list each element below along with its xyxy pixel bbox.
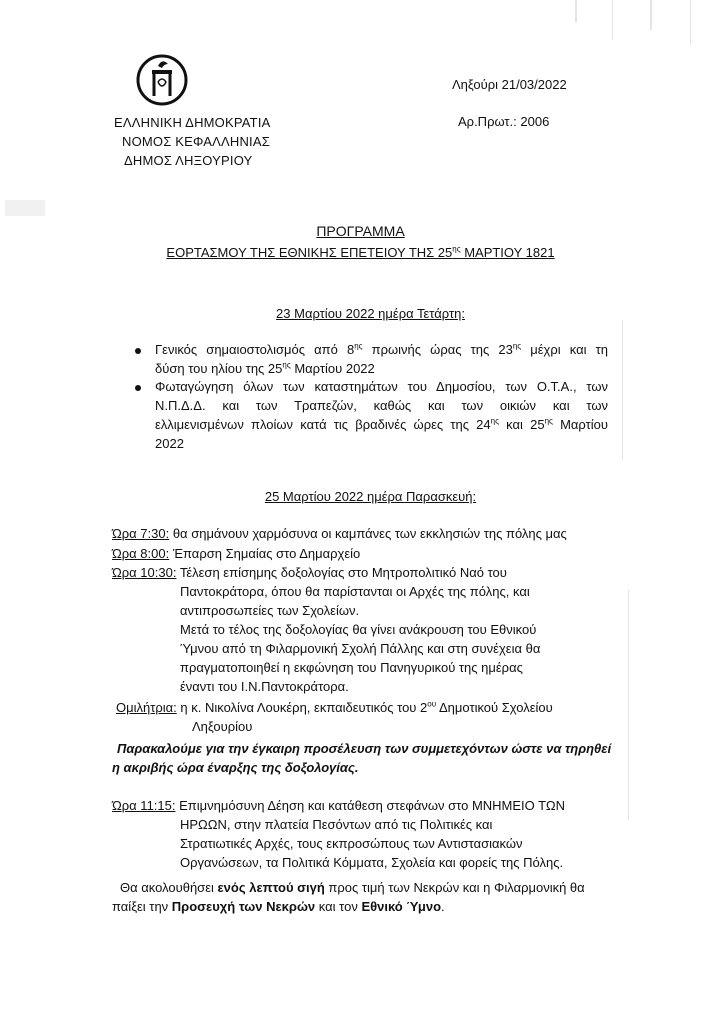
header-republic: ΕΛΛΗΝΙΚΗ ΔΗΜΟΚΡΑΤΙΑ [114,115,271,130]
schedule-1030-line: Μετά το τέλος της δοξολογίας θα γίνει ανάκρουση του Εθνικού [180,622,537,637]
speaker-line: Ομιλήτρια: η κ. Νικολίνα Λουκέρη, εκπαιδευτικός του $2^{o\upsilon}$ Δημοτικού Σχολείου [116,699,553,715]
closing-line-2: παίξει την Προσευχή των Νεκρών και τον Εθνικό Ύμνο. [112,899,445,914]
schedule-1030-line: αντιπροσωπείες των Σχολείων. [180,603,360,618]
place-date: Ληξούρι 21/03/2022 [452,77,567,92]
header-prefecture: ΝΟΜΟΣ ΚΕΦΑΛΛΗΝΙΑΣ [122,134,270,149]
scan-artifact [612,0,613,40]
schedule-item-0730: Ώρα 7:30: θα σημάνουν χαρμόσυνα οι καμπάνες των εκκλησιών της πόλης μας [112,526,567,541]
schedule-1030-line: πραγματοποιηθεί η εκφώνηση του Πανηγυρικού της ημέρας [180,660,523,675]
day1-heading: 23 Μαρτίου 2022 ημέρα Τετάρτη: [276,306,465,321]
document-subtitle: ΕΟΡΤΑΣΜΟΥ ΤΗΣ ΕΘΝΙΚΗΣ ΕΠΕΤΕΙΟΥ ΤΗΣ $25^{\eta\varsigma}$ ΜΑΡΤΙΟΥ 1821 [166,244,555,260]
day1-bullet-2: Φωταγώγηση όλων των καταστημάτων του Δημοσίου, των Ο.Τ.Α., των Ν.Π.Δ.Δ. και των Τραπεζών, καθώς και των οικιών και των ελλιμενισμένων πλοίων κατά τις βραδινές ώρες της $24^{\eta\varsigma}$ και $25^{\eta\varsigma}$ Μαρτίου 2022 [155,379,608,451]
attendance-note-2: η ακριβής ώρα έναρξης της δοξολογίας. [112,760,359,775]
speaker-school: Ληξουρίου [192,719,253,734]
bullet-icon [135,385,141,391]
header-municipality: ΔΗΜΟΣ ΛΗΞΟΥΡΙΟΥ [124,153,253,168]
protocol-number: Αρ.Πρωτ.: 2006 [458,114,550,129]
bullet-icon [135,348,141,354]
day1-bullet-1: Γενικός σημαιοστολισμός από $8^{\eta\varsigma}$ πρωινής ώρας της $23^{\eta\varsigma}$ μέχρι και τη δύση του ηλίου της $25^{\eta\varsigma}$ Μαρτίου 2022 [155,341,608,376]
attendance-note: Παρακαλούμε για την έγκαιρη προσέλευση των συμμετεχόντων ώστε να τηρηθεί [117,741,612,756]
schedule-1115-line: Οργανώσεων, τα Πολιτικά Κόμματα, Σχολεία και φορείς της Πόλης. [180,855,564,870]
schedule-1115-line: Στρατιωτικές Αρχές, τους εκπροσώπους των Αντιστασιακών [180,836,523,851]
scan-artifact [5,200,45,216]
scan-artifact [622,320,623,460]
municipality-seal-icon [136,52,188,108]
schedule-1030-line: Παντοκράτορα, όπου θα παρίστανται οι Αρχές της πόλης, και [180,584,530,599]
closing-line-1: Θα ακολουθήσει ενός λεπτού σιγή προς τιμή των Νεκρών και η Φιλαρμονική θα [120,880,585,895]
schedule-item-1115: Ώρα 11:15: Επιμνημόσυνη Δέηση και κατάθεση στεφάνων στο ΜΝΗΜΕΙΟ ΤΩΝ [112,798,565,813]
schedule-1030-line: έναντι του Ι.Ν.Παντοκράτορα. [180,679,349,694]
day2-heading: 25 Μαρτίου 2022 ημέρα Παρασκευή: [264,489,477,504]
scan-artifact [650,0,652,30]
document-title: ΠΡΟΓΡΑΜΜΑ [316,223,405,239]
schedule-item-0800: Ώρα 8:00: Έπαρση Σημαίας στο Δημαρχείο [112,546,361,561]
scan-artifact [575,0,577,22]
schedule-1030-line: Ύμνου από τη Φιλαρμονική Σχολή Πάλλης και στη συνέχεια θα [180,641,541,656]
schedule-item-1030: Ώρα 10:30: Τέλεση επίσημης δοξολογίας στο Μητροπολιτικό Ναό του [112,565,507,580]
scan-artifact [628,590,629,820]
schedule-1115-line: ΗΡΩΩΝ, στην πλατεία Πεσόντων από τις Πολιτικές και [180,817,493,832]
scan-artifact [690,0,691,45]
